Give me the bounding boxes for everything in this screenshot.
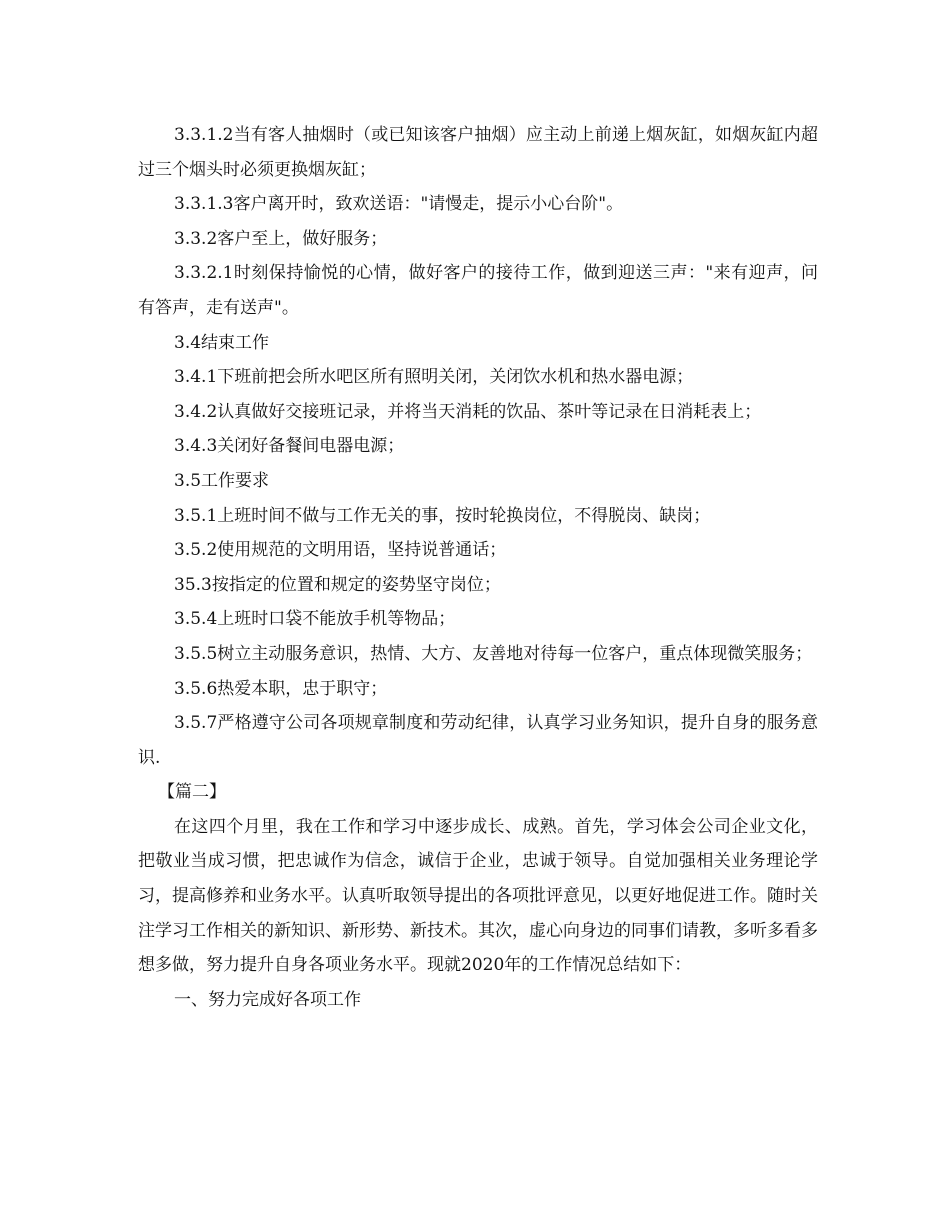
paragraph-3-5-2: 3.5.2使用规范的文明用语，坚持说普通话；	[174, 540, 507, 561]
subheading-work: 一、努力完成好各项工作	[174, 989, 361, 1010]
paragraph-3-5-1: 3.5.1上班时间不做与工作无关的事，按时轮换岗位，不得脱岗、缺岗；	[174, 505, 711, 526]
paragraph-3-5: 3.5工作要求	[174, 470, 270, 491]
summary-paragraph: 在这四个月里，我在工作和学习中逐步成长、成熟。首先，学习体会公司企业文化，把敬业当成习惯，把忠诚作为信念，诚信于企业，忠诚于领导。自觉加强相关业务理论学习，提高修养和业务水平。认真听取领导提出的各项批评意见，以更好地促进工作。随时关注学习工作相关的新知识、新形势、新技术。其次，虚心向身边的同事们请教，多听多看多想多做，努力提升自身各项业务水平。现就2020年的工作情况总结如下：	[138, 816, 818, 976]
paragraph-3-5-6: 3.5.6热爱本职，忠于职守；	[174, 678, 388, 699]
paragraph-3-5-5: 3.5.5树立主动服务意识，热情、大方、友善地对待每一位客户，重点体现微笑服务；	[174, 643, 813, 664]
paragraph-3-5-7: 3.5.7严格遵守公司各项规章制度和劳动纪律，认真学习业务知识，提升自身的服务意识.	[138, 713, 818, 768]
paragraph-3-3-1-2: 3.3.1.2当有客人抽烟时（或已知该客户抽烟）应主动上前递上烟灰缸，如烟灰缸内超过三个烟头时必须更换烟灰缸；	[138, 125, 818, 180]
paragraph-3-4: 3.4结束工作	[174, 332, 270, 353]
paragraph-3-3-2-1: 3.3.2.1时刻保持愉悦的心情，做好客户的接待工作，做到迎送三声："来有迎声，问有答声，走有送声"。	[138, 263, 818, 318]
paragraph-3-4-2: 3.4.2认真做好交接班记录，并将当天消耗的饮品、茶叶等记录在日消耗表上；	[174, 401, 762, 422]
paragraph-35-3: 35.3按指定的位置和规定的姿势坚守岗位；	[174, 574, 501, 595]
paragraph-3-4-1: 3.4.1下班前把会所水吧区所有照明关闭，关闭饮水机和热水器电源；	[174, 367, 694, 388]
section-heading: 【篇二】	[158, 782, 226, 803]
paragraph-3-3-1-3: 3.3.1.3客户离开时，致欢送语："请慢走，提示小心台阶"。	[174, 194, 624, 215]
document-body	[138, 118, 818, 1017]
paragraph-3-3-2: 3.3.2客户至上，做好服务；	[174, 228, 388, 249]
paragraph-3-5-4: 3.5.4上班时口袋不能放手机等物品；	[174, 609, 456, 630]
paragraph-3-4-3: 3.4.3关闭好备餐间电器电源；	[174, 436, 405, 457]
